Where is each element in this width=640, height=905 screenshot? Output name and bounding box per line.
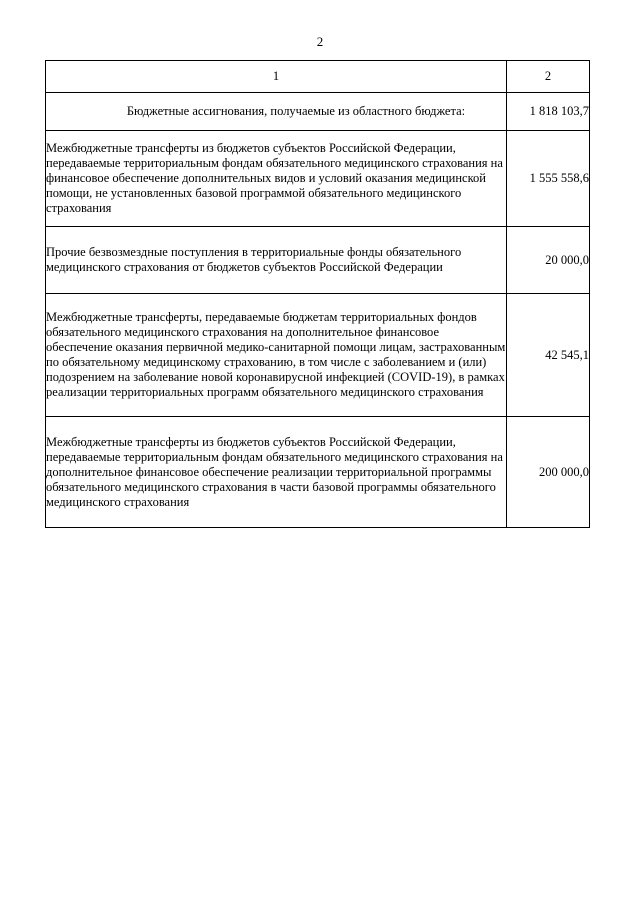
table-header-row (46, 61, 590, 93)
row-amount: 1 555 558,6 (507, 131, 590, 227)
row-amount: 200 000,0 (507, 417, 590, 528)
table-row (46, 131, 590, 227)
summary-label: Бюджетные ассигнования, получаемые из областного бюджета: (46, 93, 507, 131)
row-amount: 42 545,1 (507, 294, 590, 417)
row-description: Прочие безвозмездные поступления в территориальные фонды обязательного медицинского страхования от бюджетов субъектов Российской Федерации (46, 227, 507, 294)
table-row (46, 294, 590, 417)
header-column-1: 1 (46, 61, 507, 93)
header-column-2: 2 (507, 61, 590, 93)
row-description: Межбюджетные трансферты, передаваемые бюджетам территориальных фондов обязательного медицинского страхования на дополнительное финансовое обеспечение оказания первичной медико-санитарной помощи лицам, застрахованным по обязательному медицинскому страхованию, в том числе с заболеванием и (или) подозрением на заболевание новой коронавирусной инфекцией (COVID-19), в рамках реализации территориальных программ обязательного медицинского страхования (46, 294, 507, 417)
row-description: Межбюджетные трансферты из бюджетов субъектов Российской Федерации, передаваемые территориальным фондам обязательного медицинского страхования на финансовое обеспечение дополнительных видов и условий оказания медицинской помощи, не установленных базовой программой обязательного медицинского страхования (46, 131, 507, 227)
budget-table (45, 60, 590, 528)
page-number: 2 (316, 34, 324, 49)
table-row (46, 227, 590, 294)
table-row (46, 417, 590, 528)
summary-row (46, 93, 590, 131)
row-amount: 20 000,0 (507, 227, 590, 294)
summary-amount: 1 818 103,7 (507, 93, 590, 131)
row-description: Межбюджетные трансферты из бюджетов субъектов Российской Федерации, передаваемые территориальным фондам обязательного медицинского страхования на дополнительное финансовое обеспечение реализации территориальной программы обязательного медицинского страхования в части базовой программы обязательного медицинского страхования (46, 417, 507, 528)
